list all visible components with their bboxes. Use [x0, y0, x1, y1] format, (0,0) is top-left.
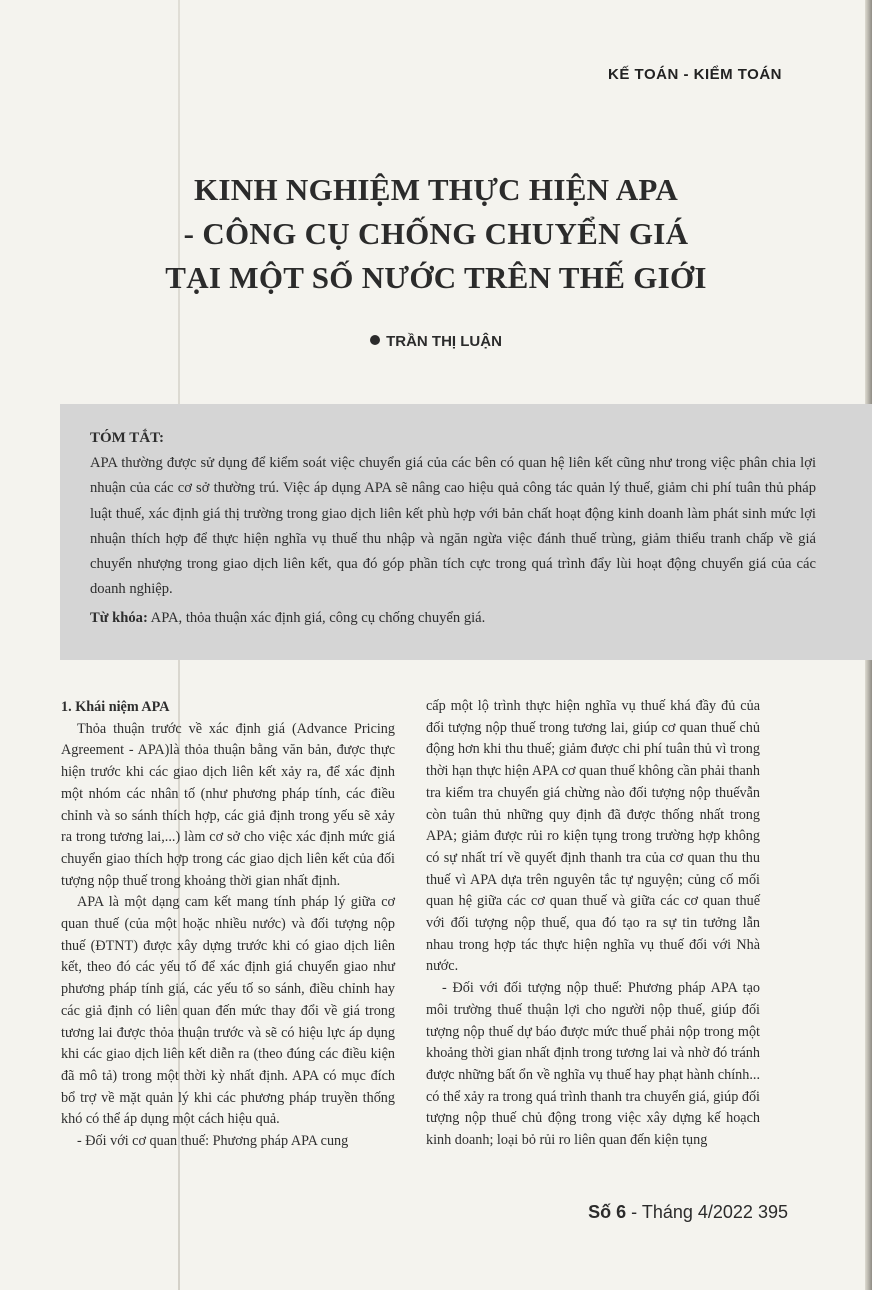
body-paragraph: cấp một lộ trình thực hiện nghĩa vụ thuế khá đầy đủ của đối tượng nộp thuế trong tương lai, giúp cơ quan thuế chủ động hơn khi thu thuế; giảm được chi phí tuân thủ vì trong thời hạn thực hiện APA cơ quan thuế không cần phải thanh tra kiểm tra chuyển giá chừng nào đối tượng nộp thuếvẫn còn tuân thủ những quy định đã được thống nhất trong APA; giảm được rủi ro kiện tụng trong trường hợp không có sự nhất trí về quyết định thanh tra của cơ quan thu thu thuế vì APA dựa trên nguyên tắc tự nguyện; củng cố mối quan hệ giữa các cơ quan thuế và giữa các cơ quan thuế với đối tượng nộp thuế, qua đó tạo ra sự tin tưởng lẫn nhau trong hợp tác thực hiện nghĩa vụ thuế đối với Nhà nước. — [426, 698, 760, 975]
body-paragraph: - Đối với cơ quan thuế: Phương pháp APA cung — [77, 1133, 349, 1150]
body-paragraph: - Đối với đối tượng nộp thuế: Phương pháp APA tạo môi trường thuế thuận lợi cho người nộp thuế, giúp đối tượng nộp thuế dự báo được mức thuế phải nộp trong một khoảng thời gian nhất định trong tương lai và nhờ đó tránh được những bất ổn về nghĩa vụ thuế hay phạt hành chính... có thể xảy ra trong quá trình thanh tra chuyển giá, giúp đối tượng nộp thuế chủ động trong việc xây dựng kế hoạch kinh doanh; loại bỏ rủi ro liên quan đến kiện tụng — [426, 980, 760, 1149]
body-paragraph: APA là một dạng cam kết mang tính pháp lý giữa cơ quan thuế (của một hoặc nhiều nước) và đối tượng nộp thuế (ĐTNT) được xây dựng trước khi có giao dịch liên kết, theo đó các yếu tố để xác định giá chuyển giao như phương pháp tính giá, các yếu tố so sánh, điều chỉnh hay các giả định có liên quan đến mức thay đổi về giá trong tương lai được thỏa thuận trước và sẽ có hiệu lực áp dụng khi các giao dịch liên kết diễn ra (theo đúng các điều kiện đã mô tả) trong một thời kỳ nhất định. APA có mục đích bổ trợ về mặt quản lý khi các phương pháp truyền thống khó có thể áp dụng một cách hiệu quả. — [61, 894, 395, 1128]
body-column-right — [426, 696, 760, 1152]
section-heading: 1. Khái niệm APA — [61, 699, 170, 715]
section-header: KẾ TOÁN - KIỂM TOÁN — [608, 66, 782, 83]
abstract-box — [60, 404, 872, 660]
author-name: TRẦN THỊ LUẬN — [386, 333, 502, 350]
abstract-content — [90, 426, 816, 632]
title-line-1: KINH NGHIỆM THỰC HIỆN APA — [193, 172, 679, 207]
abstract-heading: TÓM TẮT: — [90, 430, 165, 446]
page-number: 395 — [757, 1202, 788, 1222]
keywords-text: APA, thỏa thuận xác định giá, công cụ chống chuyển giá. — [150, 610, 486, 627]
issue-label: Số 6 — [588, 1202, 627, 1222]
body-column-left — [61, 697, 395, 1153]
page-footer — [588, 1202, 788, 1223]
issue-date: - Tháng 4/2022 — [626, 1202, 753, 1222]
body-paragraph: Thỏa thuận trước về xác định giá (Advance Pricing Agreement - APA)là thỏa thuận bằng văn bản, được thực hiện trước khi các giao dịch liên kết xảy ra, để xác định một nhóm các nhân tố (như phương pháp tính, các điều chỉnh và so sánh thích hợp, các giả định trong yếu sẽ xảy ra trong tương lai,...) làm cơ sở cho việc xác định mức giá chuyển giao thích hợp trong các giao dịch liên kết của đối tượng nộp thuế trong khoảng thời gian nhất định. — [61, 720, 395, 889]
title-line-3: TẠI MỘT SỐ NƯỚC TRÊN THẾ GIỚI — [165, 260, 707, 295]
keywords-label: Từ khóa: — [90, 610, 148, 627]
bullet-icon — [370, 335, 380, 345]
author-line — [0, 333, 872, 350]
article-title — [60, 168, 812, 300]
abstract-body: APA thường được sử dụng để kiểm soát việc chuyển giá của các bên có quan hệ liên kết cũng như trong việc phân chia lợi nhuận của các cơ sở thường trú. Việc áp dụng APA sẽ nâng cao hiệu quả công tác quản lý thuế, giảm chi phí tuân thủ pháp luật thuế, xác định giá thị trường trong giao dịch liên kết phù hợp với bản chất hoạt động kinh doanh làm phát sinh mức lợi nhuận thích hợp để thực hiện nghĩa vụ thuế thu nhập và ngăn ngừa việc đánh thuế trùng, giảm thiểu tranh chấp về giá chuyển nhượng trong giao dịch liên kết, qua đó góp phần tích cực trong quá trình đẩy lùi hoạt động chuyển giá của các doanh nghiệp. — [90, 455, 816, 598]
title-line-2: - CÔNG CỤ CHỐNG CHUYỂN GIÁ — [183, 216, 689, 251]
keywords-line — [90, 606, 816, 631]
